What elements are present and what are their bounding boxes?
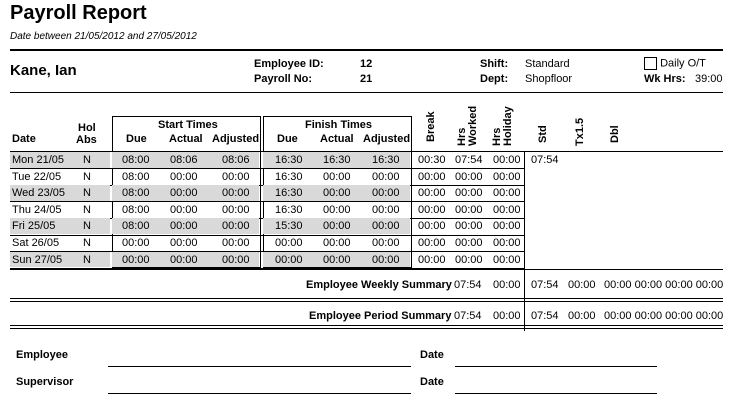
period-dbl: 00:00 00:00 00:00 00:00 — [604, 310, 724, 322]
row-finish-adjusted: 00:00 — [372, 253, 400, 266]
row-hol: N — [83, 187, 91, 200]
weekly-summary-label: Employee Weekly Summary — [306, 279, 452, 291]
row-break: 00:00 — [418, 220, 446, 233]
row-finish-due: 16:30 — [275, 187, 303, 200]
weekly-tx15: 00:00 — [568, 279, 596, 291]
col-start-adjusted: Adjusted — [212, 133, 260, 145]
row-finish-due: 00:00 — [275, 237, 303, 249]
row-break: 00:00 — [418, 237, 446, 249]
signature-supervisor-line — [108, 393, 411, 394]
daily-ot-label: Daily O/T — [660, 57, 706, 70]
row-hrs-holiday: 00:00 — [493, 154, 521, 166]
daily-ot-checkbox[interactable] — [644, 57, 657, 70]
period-summary-line1 — [10, 325, 723, 326]
period-summary-label: Employee Period Summary — [309, 310, 452, 322]
row-date: Fri 25/05 — [12, 220, 56, 233]
row-start-actual: 08:06 — [170, 154, 198, 166]
col-start-due: Due — [126, 133, 147, 145]
row-hrs-worked: 00:00 — [455, 203, 483, 216]
row-hrs-worked: 07:54 — [455, 154, 483, 166]
shift-label: Shift: — [480, 58, 509, 70]
period-summary-line2 — [10, 328, 723, 329]
signature-date2-label: Date — [420, 376, 444, 388]
row-start-actual: 00:00 — [170, 253, 198, 266]
row-start-due: 08:00 — [122, 170, 150, 183]
row-divider — [10, 201, 525, 202]
row-hol: N — [83, 170, 91, 183]
payroll-no-label: Payroll No: — [254, 73, 313, 85]
row-break: 00:00 — [418, 187, 446, 200]
payroll-no-value: 21 — [360, 73, 373, 85]
row-start-adjusted: 00:00 — [222, 253, 250, 266]
col-abs: Abs — [76, 134, 97, 146]
row-std: 07:54 — [531, 154, 559, 166]
signature-employee-line — [108, 366, 411, 367]
wk-hrs-value: 39:00 — [695, 73, 723, 85]
row-finish-adjusted: 16:30 — [372, 154, 400, 166]
period-worked: 07:54 — [454, 310, 482, 322]
row-start-due: 00:00 — [122, 253, 150, 266]
summary-top-line — [10, 269, 723, 270]
period-holiday: 00:00 — [493, 310, 521, 322]
col-hrs-worked: Hrs Worked — [456, 105, 479, 146]
row-start-actual: 00:00 — [170, 203, 198, 216]
row-finish-actual: 00:00 — [323, 170, 351, 183]
row-finish-actual: 00:00 — [323, 187, 351, 200]
row-start-actual: 00:00 — [170, 170, 198, 183]
row-date: Thu 24/05 — [12, 203, 62, 216]
daily-ot-checkbox-wrap[interactable] — [644, 57, 706, 70]
row-hol: N — [83, 253, 91, 266]
row-hrs-holiday: 00:00 — [493, 170, 521, 183]
row-start-adjusted: 00:00 — [222, 170, 250, 183]
row-start-due: 08:00 — [122, 203, 150, 216]
row-finish-actual: 00:00 — [323, 220, 351, 233]
col-finish-due: Due — [277, 133, 298, 145]
row-start-adjusted: 00:00 — [222, 220, 250, 233]
row-hrs-worked: 00:00 — [455, 220, 483, 233]
row-date: Mon 21/05 — [12, 154, 64, 166]
row-divider — [10, 235, 525, 236]
row-break: 00:30 — [418, 154, 446, 166]
row-start-due: 08:00 — [122, 187, 150, 200]
row-start-adjusted: 00:00 — [222, 187, 250, 200]
row-finish-actual: 00:00 — [323, 237, 351, 249]
row-break: 00:00 — [418, 253, 446, 266]
row-date: Tue 22/05 — [12, 170, 62, 183]
row-finish-adjusted: 00:00 — [372, 237, 400, 249]
col-hol: Hol — [78, 122, 96, 134]
header-divider — [10, 49, 723, 51]
row-start-adjusted: 00:00 — [222, 237, 250, 249]
row-finish-adjusted: 00:00 — [372, 203, 400, 216]
row-hrs-worked: 00:00 — [455, 237, 483, 249]
row-date: Wed 23/05 — [12, 187, 66, 200]
signature-date1-line — [455, 366, 657, 367]
row-start-due: 08:00 — [122, 220, 150, 233]
employee-divider — [10, 92, 723, 93]
row-finish-due: 16:30 — [275, 154, 303, 166]
row-break: 00:00 — [418, 203, 446, 216]
row-hrs-holiday: 00:00 — [493, 237, 521, 249]
weekly-summary-line1 — [10, 298, 723, 299]
row-finish-actual: 16:30 — [323, 154, 351, 166]
row-hrs-worked: 00:00 — [455, 170, 483, 183]
row-hrs-worked: 00:00 — [455, 187, 483, 200]
row-date: Sat 26/05 — [12, 237, 60, 249]
col-hrs-holiday: Hrs Holiday — [491, 106, 514, 146]
row-hol: N — [83, 237, 91, 249]
row-finish-due: 15:30 — [275, 220, 303, 233]
col-date: Date — [12, 133, 36, 145]
report-title: Payroll Report — [10, 2, 147, 24]
row-hrs-holiday: 00:00 — [493, 187, 521, 200]
row-hrs-holiday: 00:00 — [493, 203, 521, 216]
weekly-std: 07:54 — [531, 279, 559, 291]
row-finish-adjusted: 00:00 — [372, 187, 400, 200]
row-finish-adjusted: 00:00 — [372, 170, 400, 183]
row-date: Sun 27/05 — [12, 253, 63, 266]
row-finish-actual: 00:00 — [323, 203, 351, 216]
dept-value: Shopfloor — [525, 73, 573, 85]
signature-employee-label: Employee — [16, 349, 68, 361]
row-start-due: 08:00 — [122, 154, 150, 166]
col-finish-actual: Actual — [320, 133, 354, 145]
row-finish-due: 00:00 — [275, 253, 303, 266]
weekly-dbl: 00:00 00:00 00:00 00:00 — [604, 279, 724, 291]
col-start-actual: Actual — [169, 133, 203, 145]
row-start-actual: 00:00 — [170, 220, 198, 233]
row-hrs-holiday: 00:00 — [493, 220, 521, 233]
col-std: Std — [537, 125, 549, 143]
dept-label: Dept: — [480, 73, 509, 85]
date-range: Date between 21/05/2012 and 27/05/2012 — [10, 31, 197, 42]
row-finish-actual: 00:00 — [323, 253, 351, 266]
row-start-actual: 00:00 — [170, 187, 198, 200]
row-start-adjusted: 08:06 — [222, 154, 250, 166]
col-tx15: Tx1.5 — [574, 117, 586, 146]
row-start-adjusted: 00:00 — [222, 203, 250, 216]
employee-id-label: Employee ID: — [254, 58, 324, 70]
period-std: 07:54 — [531, 310, 559, 322]
row-hrs-holiday: 00:00 — [493, 253, 521, 266]
employee-name: Kane, Ian — [10, 62, 77, 79]
finish-times-header: Finish Times — [305, 119, 373, 131]
row-hol: N — [83, 220, 91, 233]
row-finish-adjusted: 00:00 — [372, 220, 400, 233]
row-finish-due: 16:30 — [275, 170, 303, 183]
weekly-summary-line2 — [10, 301, 723, 302]
shift-value: Standard — [525, 58, 570, 70]
period-tx15: 00:00 — [568, 310, 596, 322]
signature-supervisor-label: Supervisor — [16, 376, 74, 388]
col-finish-adjusted: Adjusted — [363, 133, 411, 145]
wk-hrs-label: Wk Hrs: — [644, 73, 686, 85]
col-dbl: Dbl — [609, 125, 621, 143]
row-divider — [10, 168, 525, 169]
weekly-holiday: 00:00 — [493, 279, 521, 291]
std-separator — [524, 151, 525, 331]
row-start-due: 00:00 — [122, 237, 150, 249]
signature-date1-label: Date — [420, 349, 444, 361]
weekly-worked: 07:54 — [454, 279, 482, 291]
signature-date2-line — [455, 393, 657, 394]
row-finish-due: 16:30 — [275, 203, 303, 216]
row-start-actual: 00:00 — [170, 237, 198, 249]
row-hrs-worked: 00:00 — [455, 253, 483, 266]
employee-id-value: 12 — [360, 58, 373, 70]
row-hol: N — [83, 203, 91, 216]
row-break: 00:00 — [418, 170, 446, 183]
start-times-header: Start Times — [158, 119, 218, 131]
col-break: Break — [425, 111, 437, 142]
row-hol: N — [83, 154, 91, 166]
